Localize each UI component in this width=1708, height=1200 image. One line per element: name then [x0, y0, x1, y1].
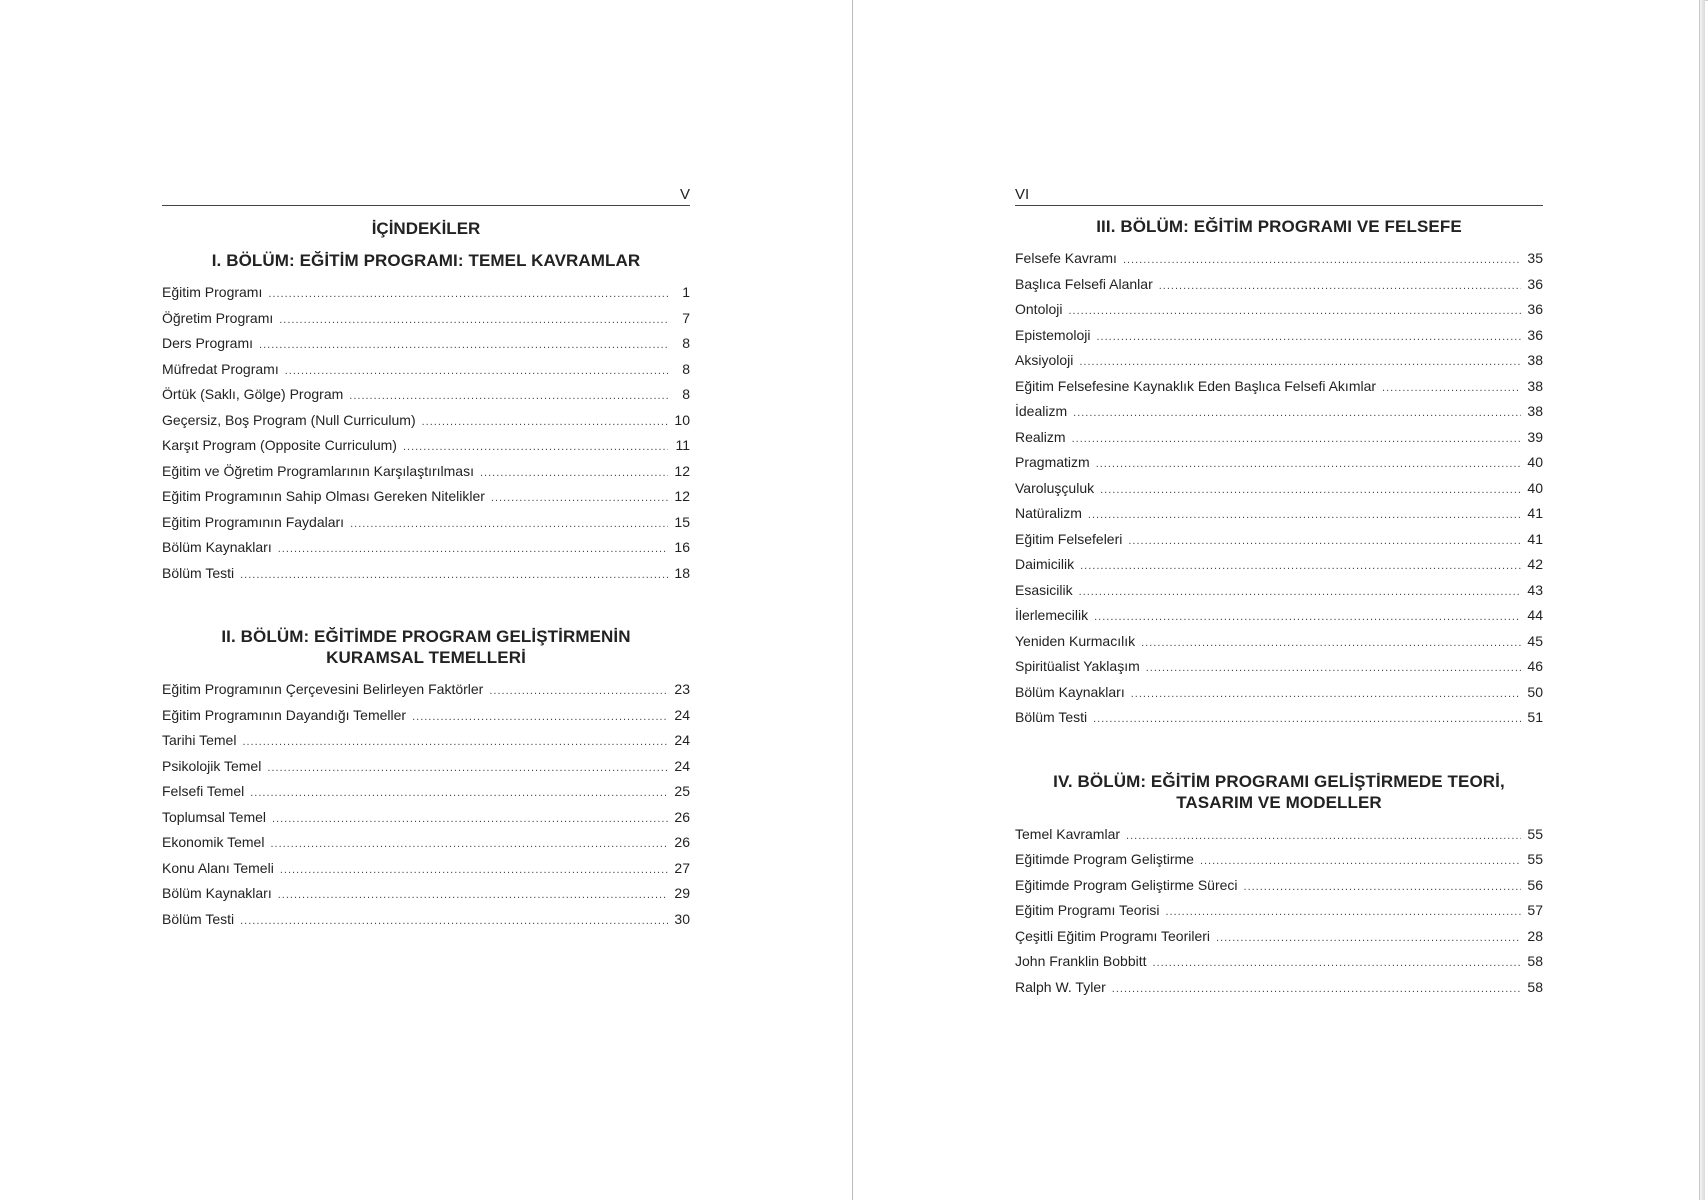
dot-leader	[1096, 452, 1521, 478]
toc-entry-page: 46	[1527, 658, 1543, 674]
toc-entry-label: Müfredat Programı	[162, 360, 279, 377]
page-number: VI	[1015, 186, 1543, 206]
left-page	[0, 0, 853, 1200]
toc-entry-label: Felsefi Temel	[162, 783, 245, 799]
section-title-line: II. BÖLÜM: EĞİTİMDE PROGRAM GELİŞTİRMENİN	[221, 627, 631, 646]
toc-entry-page: 23	[674, 681, 690, 697]
toc-entry	[1015, 898, 1543, 924]
toc-entry-label: Tarihi Temel	[162, 732, 237, 748]
dot-leader	[350, 512, 668, 538]
toc-entry-page: 38	[1527, 403, 1543, 419]
toc-entry-page: 36	[1527, 326, 1543, 343]
toc-entry	[162, 433, 690, 459]
dot-leader	[1072, 427, 1521, 453]
section-title	[1015, 771, 1543, 813]
toc-entry-label: Eğitim Programının Sahip Olması Gereken Nitelikler	[162, 488, 485, 504]
toc-entry	[1015, 680, 1543, 706]
toc-entry-label: Bölüm Testi	[1015, 709, 1088, 725]
toc-entry-label: Ontoloji	[1015, 301, 1063, 317]
toc-entry-page: 18	[674, 564, 690, 581]
dot-leader	[491, 486, 668, 512]
toc-entry	[162, 907, 690, 933]
toc-entry	[1015, 374, 1543, 400]
section-title-line: III. BÖLÜM: EĞİTİM PROGRAMI VE FELSEFE	[1096, 217, 1462, 236]
toc-entry	[1015, 272, 1543, 298]
toc-entry-page: 12	[674, 488, 690, 504]
dot-leader	[1141, 631, 1521, 657]
toc-entry-label: Aksiyoloji	[1015, 352, 1074, 368]
dot-leader	[349, 384, 668, 410]
toc-entry-page: 1	[682, 284, 690, 300]
toc-entry-label: Esasicilik	[1015, 581, 1073, 598]
toc-entry-list	[1015, 246, 1543, 731]
toc-entry	[1015, 603, 1543, 629]
dot-leader	[280, 858, 668, 884]
dot-leader	[1123, 248, 1521, 274]
toc-entry-page: 27	[674, 859, 690, 876]
toc-entry-page: 12	[674, 462, 690, 479]
toc-entry-label: Çeşitli Eğitim Programı Teorileri	[1015, 927, 1211, 944]
section-title-line: I. BÖLÜM: EĞİTİM PROGRAMI: TEMEL KAVRAMLAR	[211, 251, 641, 270]
toc-entry-label: Eğitim Programının Çerçevesini Belirleyen Faktörler	[162, 681, 484, 697]
toc-entry-label: Eğitim Programının Dayandığı Temeller	[162, 706, 407, 723]
toc-entry-label: Toplumsal Temel	[162, 808, 267, 825]
toc-entry	[162, 459, 690, 485]
toc-entry-page: 7	[682, 309, 690, 326]
toc-entry	[162, 805, 690, 831]
toc-entry	[162, 779, 690, 805]
toc-entry-label: Eğitim Felsefeleri	[1015, 530, 1123, 547]
dot-leader	[285, 359, 668, 385]
dot-leader	[1093, 707, 1521, 733]
dot-leader	[1096, 325, 1521, 351]
toc-entry	[162, 306, 690, 332]
page-edge	[1699, 0, 1705, 1200]
toc-entry	[1015, 246, 1543, 272]
toc-entry-label: Bölüm Kaynakları	[162, 885, 272, 901]
dot-leader	[1094, 605, 1521, 631]
toc-entry-label: Bölüm Testi	[162, 910, 235, 927]
toc-entry-label: Karşıt Program (Opposite Curriculum)	[162, 437, 397, 453]
left-page-content	[162, 186, 690, 932]
toc-entry-label: Bölüm Kaynakları	[1015, 683, 1125, 700]
dot-leader	[268, 282, 668, 308]
toc-entry	[1015, 476, 1543, 502]
toc-entry-label: Felsefe Kavramı	[1015, 250, 1117, 266]
dot-leader	[270, 832, 668, 858]
toc-entry	[162, 881, 690, 907]
section-title	[162, 250, 690, 271]
toc-entry	[162, 280, 690, 306]
toc-entry-page: 55	[1527, 851, 1543, 867]
dot-leader	[1128, 529, 1521, 555]
toc-entry-page: 58	[1527, 953, 1543, 969]
toc-entry-page: 26	[674, 808, 690, 825]
toc-entry-page: 36	[1527, 301, 1543, 317]
toc-entry	[162, 535, 690, 561]
dot-leader	[1131, 682, 1521, 708]
toc-entry-label: Ders Programı	[162, 335, 254, 351]
toc-entry-page: 44	[1527, 607, 1543, 623]
section-title-line: IV. BÖLÜM: EĞİTİM PROGRAMI GELİŞTİRMEDE TEORİ,	[1053, 771, 1505, 791]
dot-leader	[1100, 478, 1521, 504]
toc-entry-page: 26	[674, 834, 690, 850]
dot-leader	[1200, 849, 1521, 875]
dot-leader	[1079, 350, 1521, 376]
toc-entry-page: 55	[1527, 825, 1543, 842]
toc-entry	[1015, 348, 1543, 374]
toc-entry-page: 11	[675, 437, 690, 453]
toc-entry-label: Eğitim ve Öğretim Programlarının Karşılaştırılması	[162, 462, 474, 479]
toc-entry-label: Pragmatizm	[1015, 454, 1090, 470]
toc-entry-label: Spiritüalist Yaklaşım	[1015, 658, 1140, 674]
toc-entry-page: 42	[1527, 556, 1543, 572]
dot-leader	[242, 730, 668, 756]
toc-entry	[1015, 629, 1543, 655]
dot-leader	[250, 781, 668, 807]
toc-entry-page: 43	[1527, 581, 1543, 598]
toc-entry	[1015, 847, 1543, 873]
toc-entry-label: İdealizm	[1015, 403, 1068, 419]
dot-leader	[489, 679, 668, 705]
toc-entry-page: 39	[1527, 428, 1543, 445]
toc-entry-label: Öğretim Programı	[162, 309, 274, 326]
dot-leader	[1088, 503, 1521, 529]
toc-entry	[162, 830, 690, 856]
toc-entry-page: 8	[682, 335, 690, 351]
toc-entry	[1015, 501, 1543, 527]
toc-entry-label: İlerlemecilik	[1015, 607, 1089, 623]
toc-entry-page: 29	[674, 885, 690, 901]
toc-entry-label: Örtük (Saklı, Gölge) Program	[162, 386, 344, 402]
section-title-line: KURAMSAL TEMELLERİ	[326, 648, 526, 667]
toc-entry	[1015, 822, 1543, 848]
dot-leader	[278, 537, 668, 563]
left-sections	[162, 250, 690, 932]
toc-entry-page: 56	[1527, 876, 1543, 893]
toc-entry	[1015, 949, 1543, 975]
toc-entry	[162, 408, 690, 434]
toc-entry-label: Epistemoloji	[1015, 326, 1091, 343]
toc-entry-label: Eğitim Felsefesine Kaynaklık Eden Başlıca Felsefi Akımlar	[1015, 377, 1377, 394]
toc-entry-label: Bölüm Kaynakları	[162, 539, 272, 555]
toc-entry	[1015, 527, 1543, 553]
toc-entry	[162, 856, 690, 882]
toc-entry-label: Başlıca Felsefi Alanlar	[1015, 275, 1153, 292]
toc-entry	[162, 510, 690, 536]
toc-entry-page: 38	[1527, 377, 1543, 394]
toc-entry-page: 51	[1527, 709, 1543, 725]
toc-entry-label: Eğitimde Program Geliştirme Süreci	[1015, 876, 1238, 893]
toc-entry-page: 24	[674, 706, 690, 723]
toc-entry	[1015, 552, 1543, 578]
toc-entry-page: 45	[1527, 632, 1543, 649]
toc-entry-label: Daimicilik	[1015, 556, 1075, 572]
toc-entry	[162, 728, 690, 754]
toc-entry	[1015, 450, 1543, 476]
toc-entry-label: Konu Alanı Temeli	[162, 859, 274, 876]
dot-leader	[1080, 554, 1521, 580]
toc-entry-page: 41	[1527, 530, 1543, 547]
dot-leader	[278, 883, 668, 909]
right-page-content	[1015, 186, 1543, 1000]
toc-entry-label: Realizm	[1015, 428, 1066, 445]
toc-entry	[1015, 297, 1543, 323]
dot-leader	[1382, 376, 1521, 402]
toc-entry-page: 30	[674, 910, 690, 927]
toc-entry	[1015, 323, 1543, 349]
dot-leader	[1068, 299, 1521, 325]
toc-entry	[1015, 399, 1543, 425]
toc-entry-label: Eğitim Programı	[162, 284, 263, 300]
toc-entry-list	[1015, 822, 1543, 1001]
toc-entry-label: Bölüm Testi	[162, 564, 235, 581]
dot-leader	[1079, 580, 1521, 606]
toc-entry-page: 38	[1527, 352, 1543, 368]
toc-entry-page: 24	[674, 757, 690, 774]
toc-entry	[162, 703, 690, 729]
dot-leader	[279, 308, 668, 334]
toc-entry-label: Eğitimde Program Geliştirme	[1015, 851, 1194, 867]
dot-leader	[412, 705, 668, 731]
toc-entry-page: 16	[674, 539, 690, 555]
toc-entry-page: 25	[674, 783, 690, 799]
section-title	[162, 626, 690, 668]
dot-leader	[1146, 656, 1521, 682]
dot-leader	[480, 461, 668, 487]
toc-entry-page: 24	[674, 732, 690, 748]
toc-entry	[162, 484, 690, 510]
dot-leader	[422, 410, 668, 436]
toc-entry	[1015, 578, 1543, 604]
dot-leader	[1153, 951, 1521, 977]
toc-entry-page: 50	[1527, 683, 1543, 700]
toc-entry-label: Varoluşçuluk	[1015, 479, 1095, 496]
toc-entry	[162, 561, 690, 587]
toc-entry	[1015, 924, 1543, 950]
toc-entry-label: Ralph W. Tyler	[1015, 978, 1106, 995]
toc-entry-page: 40	[1527, 454, 1543, 470]
toc-entry-page: 8	[682, 386, 690, 402]
toc-title: İÇİNDEKİLER	[371, 219, 481, 238]
toc-entry-list	[162, 677, 690, 932]
toc-entry-label: Natüralizm	[1015, 505, 1082, 521]
dot-leader	[1216, 926, 1521, 952]
toc-entry	[162, 382, 690, 408]
toc-entry-page: 15	[674, 513, 690, 530]
toc-entry-page: 8	[682, 360, 690, 377]
right-page	[853, 0, 1705, 1200]
toc-entry-label: Eğitim Programının Faydaları	[162, 513, 345, 530]
toc-entry-page: 36	[1527, 275, 1543, 292]
dot-leader	[1112, 977, 1521, 1003]
toc-entry-page: 10	[674, 411, 690, 428]
toc-entry-page: 40	[1527, 479, 1543, 496]
toc-entry-label: Psikolojik Temel	[162, 757, 262, 774]
dot-leader	[403, 435, 668, 461]
dot-leader	[1073, 401, 1521, 427]
toc-entry	[162, 331, 690, 357]
right-sections	[1015, 216, 1543, 1000]
page-number: V	[162, 186, 690, 206]
section-title	[1015, 216, 1543, 237]
dot-leader	[272, 807, 668, 833]
dot-leader	[1165, 900, 1521, 926]
dot-leader	[240, 909, 668, 935]
dot-leader	[259, 333, 668, 359]
toc-entry-label: Yeniden Kurmacılık	[1015, 632, 1136, 649]
toc-entry	[162, 357, 690, 383]
toc-entry	[1015, 705, 1543, 731]
section-title-line: TASARIM VE MODELLER	[1176, 792, 1382, 812]
toc-entry-page: 35	[1527, 250, 1543, 266]
toc-entry-page: 58	[1527, 978, 1543, 995]
toc-entry-page: 57	[1527, 902, 1543, 918]
toc-entry-label: John Franklin Bobbitt	[1015, 953, 1147, 969]
toc-entry-page: 41	[1527, 505, 1543, 521]
dot-leader	[1159, 274, 1521, 300]
dot-leader	[267, 756, 668, 782]
toc-entry	[162, 677, 690, 703]
toc-entry-label: Eğitim Programı Teorisi	[1015, 902, 1160, 918]
toc-entry-list	[162, 280, 690, 586]
toc-entry-page: 28	[1527, 927, 1543, 944]
toc-entry	[1015, 425, 1543, 451]
toc-entry-label: Temel Kavramlar	[1015, 825, 1121, 842]
dot-leader	[1244, 875, 1521, 901]
toc-entry	[1015, 975, 1543, 1001]
toc-entry	[162, 754, 690, 780]
toc-entry	[1015, 654, 1543, 680]
toc-entry-label: Ekonomik Temel	[162, 834, 265, 850]
toc-entry-label: Geçersiz, Boş Program (Null Curriculum)	[162, 411, 416, 428]
dot-leader	[240, 563, 668, 589]
dot-leader	[1126, 824, 1521, 850]
toc-entry	[1015, 873, 1543, 899]
